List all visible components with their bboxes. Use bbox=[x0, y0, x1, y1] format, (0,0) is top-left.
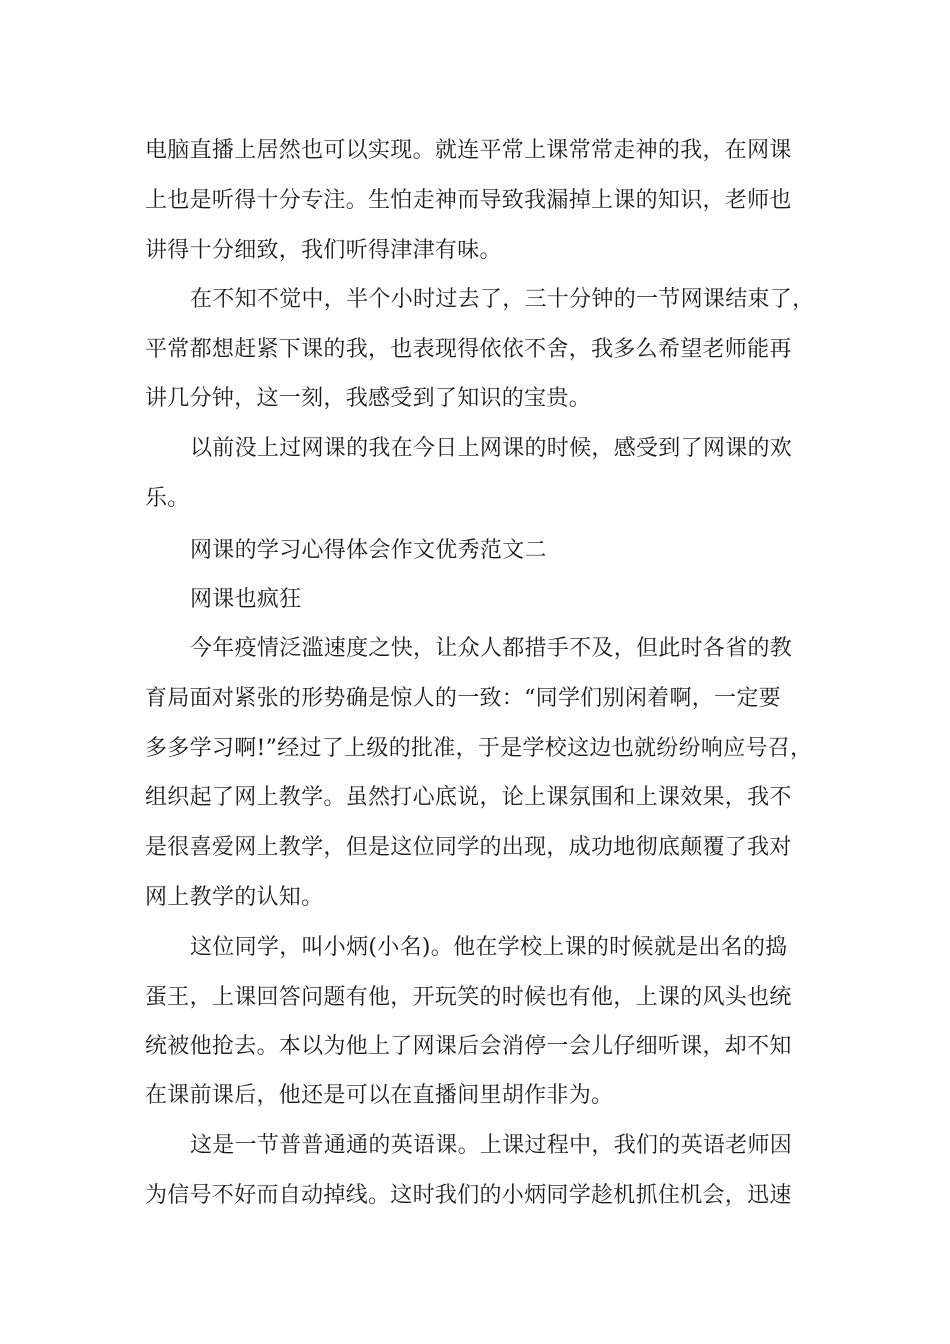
text-line: 育局面对紧张的形势确是惊人的一致：“同学们别闲着啊，一定要 bbox=[145, 686, 781, 711]
text-line: 平常都想赶紧下课的我，也表现得依依不舍，我多么希望老师能再 bbox=[145, 337, 792, 362]
text-line: 讲得十分细致，我们听得津津有味。 bbox=[145, 238, 502, 263]
text-line: 蛋王，上课回答问题有他，开玩笑的时候也有他，上课的风头也统 bbox=[145, 985, 792, 1010]
essay-title: 网课也疯狂 bbox=[190, 587, 302, 612]
text-line: 统被他抢去。本以为他上了网课后会消停一会儿仔细听课，却不知 bbox=[145, 1034, 792, 1059]
text-line: 网上教学的认知。 bbox=[145, 885, 324, 910]
text-line: 讲几分钟，这一刻，我感受到了知识的宝贵。 bbox=[145, 386, 592, 411]
text-line: 组织起了网上教学。虽然打心底说，论上课氛围和上课效果，我不 bbox=[145, 785, 792, 810]
text-line: 为信号不好而自动掉线。这时我们的小炳同学趁机抓住机会，迅速 bbox=[145, 1183, 792, 1208]
text-line: 乐。 bbox=[145, 486, 190, 511]
text-line: 在课前课后，他还是可以在直播间里胡作非为。 bbox=[145, 1083, 614, 1108]
text-line: 今年疫情泛滥速度之快，让众人都措手不及，但此时各省的教 bbox=[190, 636, 793, 661]
text-line: 电脑直播上居然也可以实现。就连平常上课常常走神的我，在网课 bbox=[145, 138, 792, 163]
text-line: 多多学习啊!”经过了上级的批准，于是学校这边也就纷纷响应号召， bbox=[145, 736, 813, 761]
section-title: 网课的学习心得体会作文优秀范文二 bbox=[190, 538, 547, 563]
text-line: 上也是听得十分专注。生怕走神而导致我漏掉上课的知识，老师也 bbox=[145, 188, 792, 213]
text-line: 在不知不觉中，半个小时过去了，三十分钟的一节网课结束了， bbox=[190, 287, 815, 312]
text-line: 以前没上过网课的我在今日上网课的时候，感受到了网课的欢 bbox=[190, 436, 793, 461]
text-line: 这是一节普普通通的英语课。上课过程中，我们的英语老师因 bbox=[190, 1133, 793, 1158]
text-line: 是很喜爱网上教学，但是这位同学的出现，成功地彻底颠覆了我对 bbox=[145, 835, 792, 860]
text-line: 这位同学，叫小炳(小名)。他在学校上课的时候就是出名的捣 bbox=[190, 935, 788, 960]
